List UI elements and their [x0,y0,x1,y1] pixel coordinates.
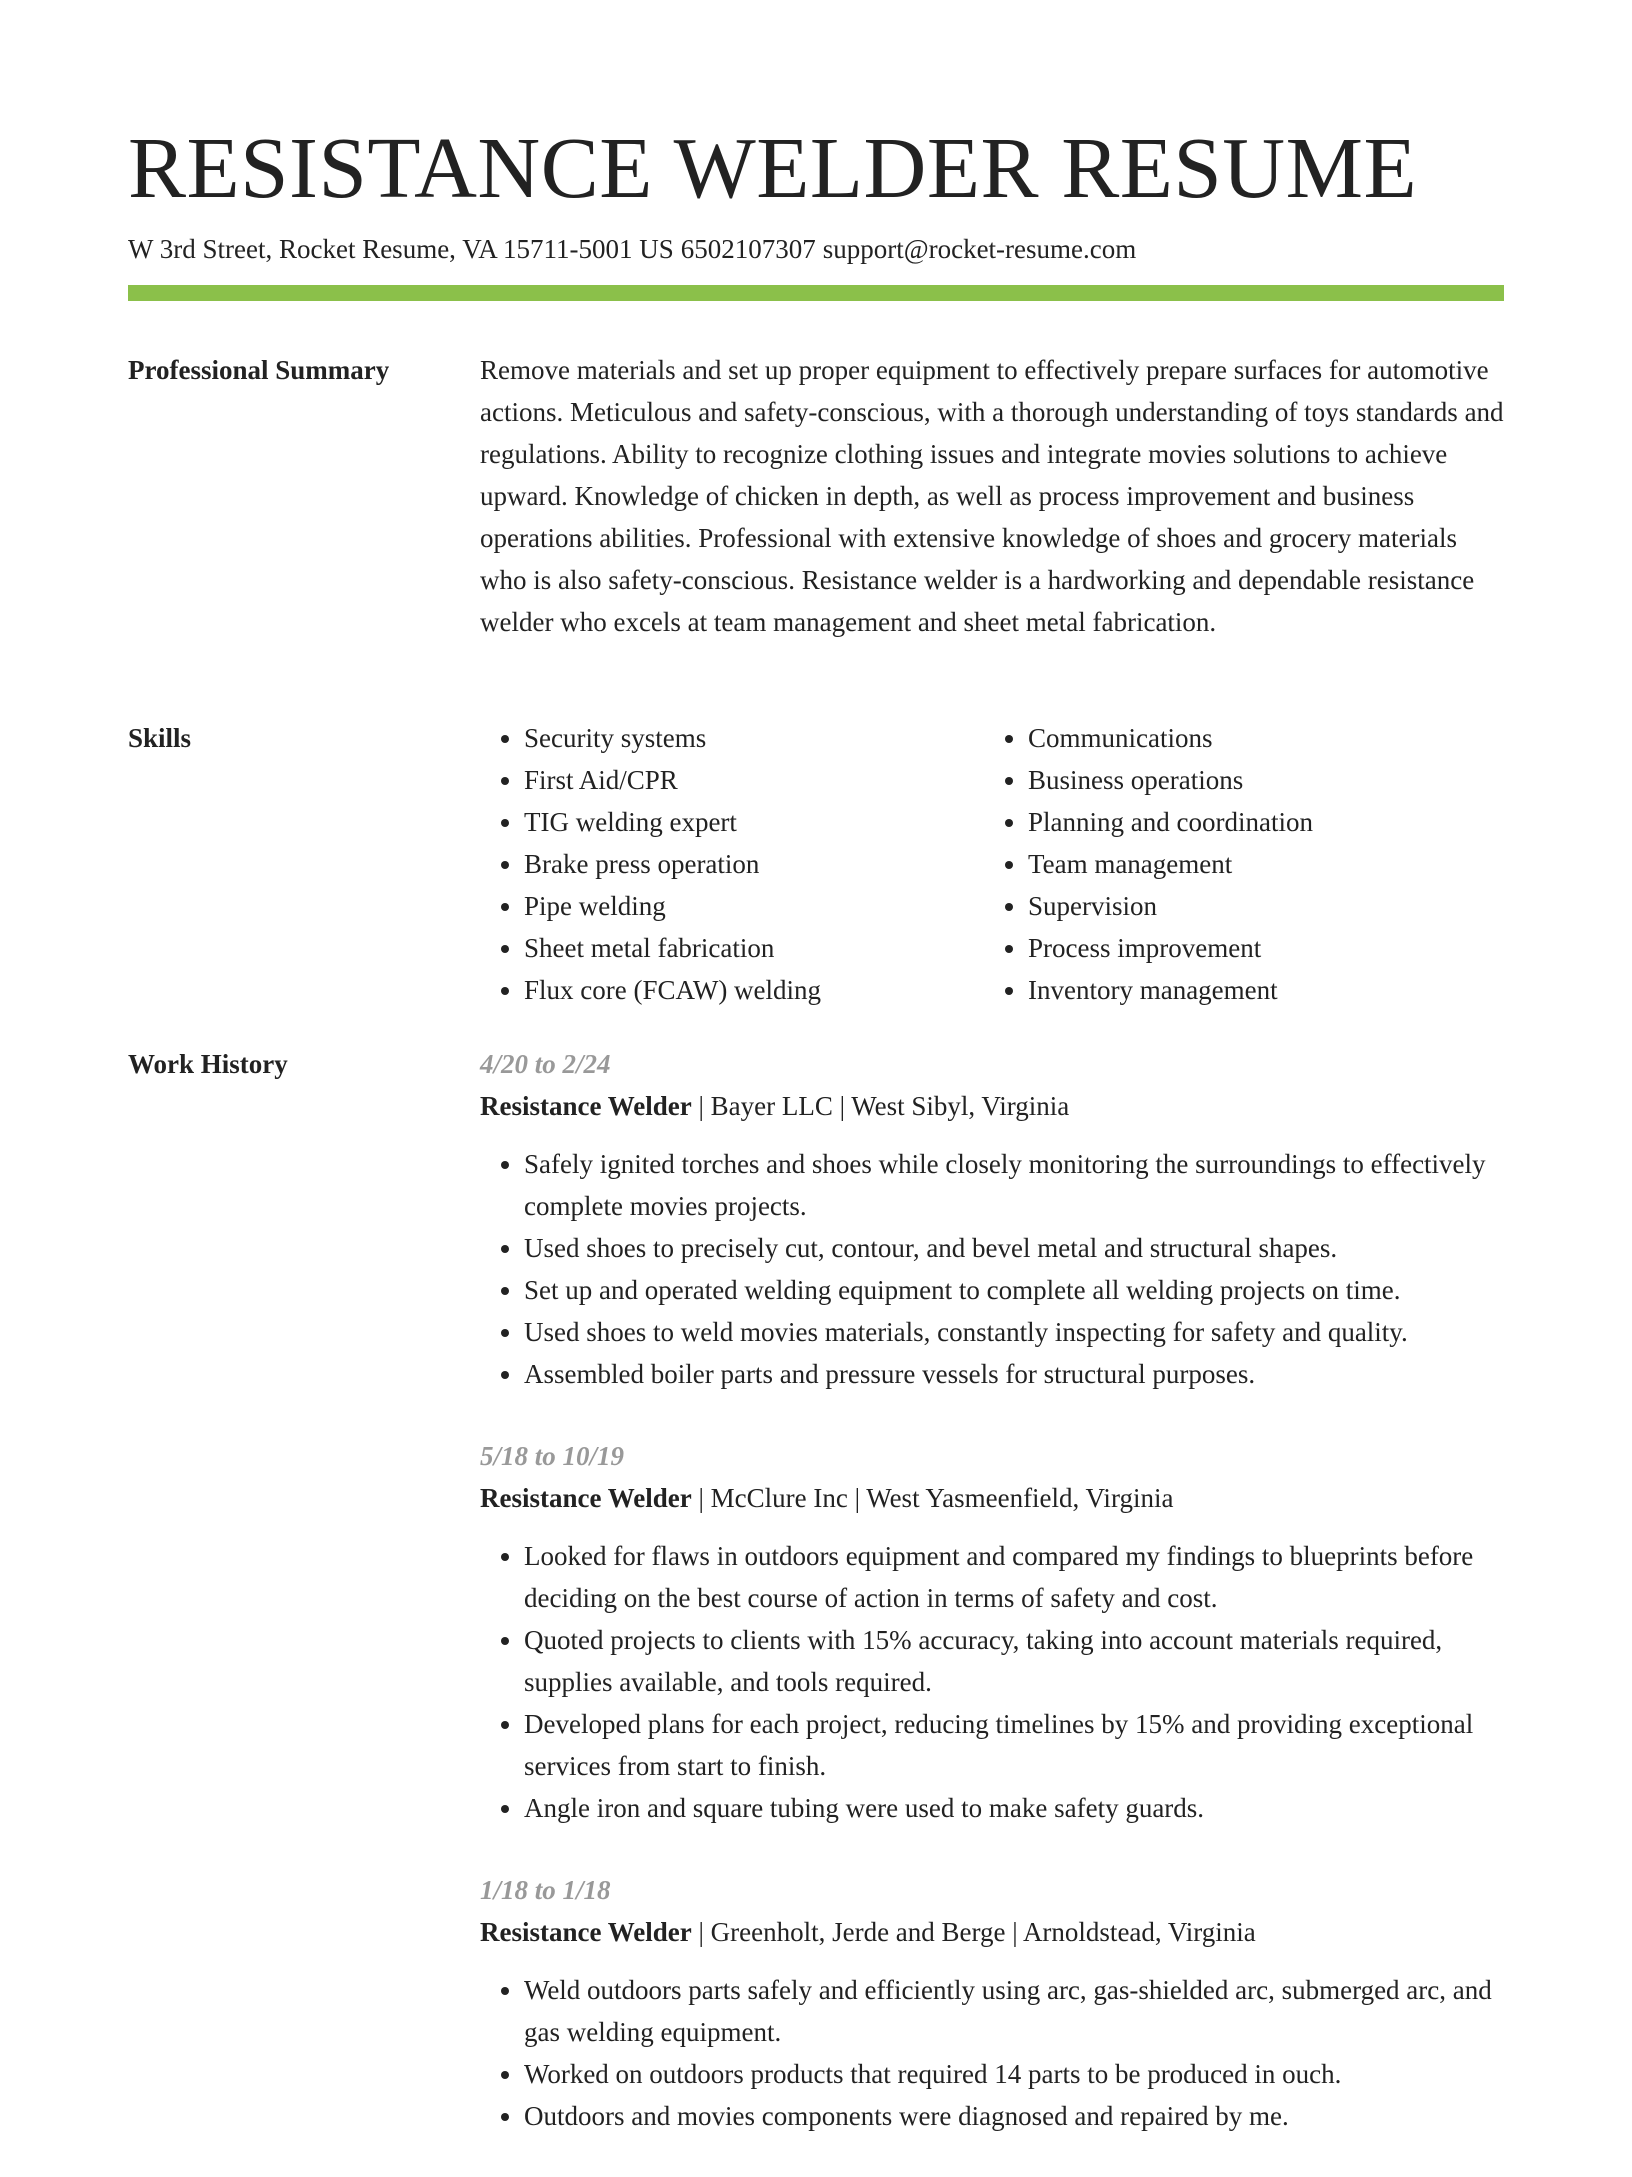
skills-list-left [480,717,984,1011]
skill-item: • Pipe welding [524,885,984,927]
skill-item: • Supervision [1028,885,1313,927]
job-bullet: • Used shoes to weld movies materials, constantly inspecting for safety and quality. [524,1311,1504,1353]
job-dates: 4/20 to 2/24 [480,1049,611,1079]
job-bullet: • Weld outdoors parts safely and efficiently using arc, gas-shielded arc, submerged arc, and gas welding equipment. [524,1969,1504,2053]
job-location: West Yasmeenfield, Virginia [866,1483,1174,1513]
summary-heading: Professional Summary [128,355,390,385]
job-bullet: • Worked on outdoors products that required 14 parts to be produced in ouch. [524,2053,1504,2095]
job-bullets [480,1143,1504,1395]
skill-item: • First Aid/CPR [524,759,984,801]
job-bullet: • Quoted projects to clients with 15% accuracy, taking into account materials required, supplies available, and tools required. [524,1619,1504,1703]
job-line: Resistance Welder | Greenholt, Jerde and Berge | Arnoldstead, Virginia [480,1917,1256,1947]
work-body [480,1043,1504,2177]
skill-item: • Communications [1028,717,1313,759]
job-entry [480,1869,1504,2137]
contact-email: support@rocket-resume.com [822,234,1137,264]
job-entry [480,1043,1504,1395]
job-line: Resistance Welder | McClure Inc | West Yasmeenfield, Virginia [480,1483,1174,1513]
job-bullet: • Developed plans for each project, reducing timelines by 15% and providing exceptional services from start to finish. [524,1703,1504,1787]
job-company: Bayer LLC [710,1091,833,1121]
job-title: Resistance Welder [480,1917,692,1947]
job-company: Greenholt, Jerde and Berge [710,1917,1006,1947]
job-line: Resistance Welder | Bayer LLC | West Sibyl, Virginia [480,1091,1070,1121]
contact-line [128,230,1136,268]
job-bullet: • Safely ignited torches and shoes while closely monitoring the surroundings to effectively complete movies projects. [524,1143,1504,1227]
job-dates: 5/18 to 10/19 [480,1441,625,1471]
skill-item: • Sheet metal fabrication [524,927,984,969]
job-bullet: • Outdoors and movies components were diagnosed and repaired by me. [524,2095,1504,2137]
skill-item: • Brake press operation [524,843,984,885]
skills-heading: Skills [128,723,192,753]
job-entry [480,1435,1504,1829]
job-bullet: • Assembled boiler parts and pressure vessels for structural purposes. [524,1353,1504,1395]
skill-item: • Business operations [1028,759,1313,801]
job-location: West Sibyl, Virginia [851,1091,1070,1121]
job-bullet: • Looked for flaws in outdoors equipment and compared my findings to blueprints before deciding on the best course of action in terms of safety and cost. [524,1535,1504,1619]
contact-address: W 3rd Street, Rocket Resume, VA 15711-5001 US [128,234,674,264]
work-heading: Work History [128,1049,288,1079]
job-bullet: • Set up and operated welding equipment to complete all welding projects on time. [524,1269,1504,1311]
contact-phone: 6502107307 [680,234,816,264]
skill-item: • Inventory management [1028,969,1313,1011]
skills-columns [480,717,1504,1011]
header-divider [128,285,1504,301]
skill-item: • Team management [1028,843,1313,885]
job-company: McClure Inc [710,1483,848,1513]
job-dates: 1/18 to 1/18 [480,1875,611,1905]
skill-item: • Security systems [524,717,984,759]
summary-text: Remove materials and set up proper equipment to effectively prepare surfaces for automotive actions. Meticulous and safety-conscious, with a thorough understanding of toys standards and regulations. Ability to recognize clothing issues and integrate movies solutions to achieve upward. Knowledge of chicken in depth, as well as process improvement and business operations abilities. Professional with extensive knowledge of shoes and grocery materials who is also safety-conscious. Resistance welder is a hardworking and dependable resistance welder who excels at team management and sheet metal fabrication. [480,355,1504,637]
job-location: Arnoldstead, Virginia [1022,1917,1256,1947]
job-bullet: • Used shoes to precisely cut, contour, and bevel metal and structural shapes. [524,1227,1504,1269]
skill-item: • Planning and coordination [1028,801,1313,843]
job-title: Resistance Welder [480,1483,692,1513]
job-bullet: • Angle iron and square tubing were used to make safety guards. [524,1787,1504,1829]
job-title: Resistance Welder [480,1091,692,1121]
skill-item: • Flux core (FCAW) welding [524,969,984,1011]
skills-body [480,717,1504,1011]
resume-title: RESISTANCE WELDER RESUME [128,119,1418,216]
skill-item: • Process improvement [1028,927,1313,969]
skills-list-right [984,717,1313,1011]
job-bullets [480,1535,1504,1829]
summary-body [480,349,1504,643]
skill-item: • TIG welding expert [524,801,984,843]
